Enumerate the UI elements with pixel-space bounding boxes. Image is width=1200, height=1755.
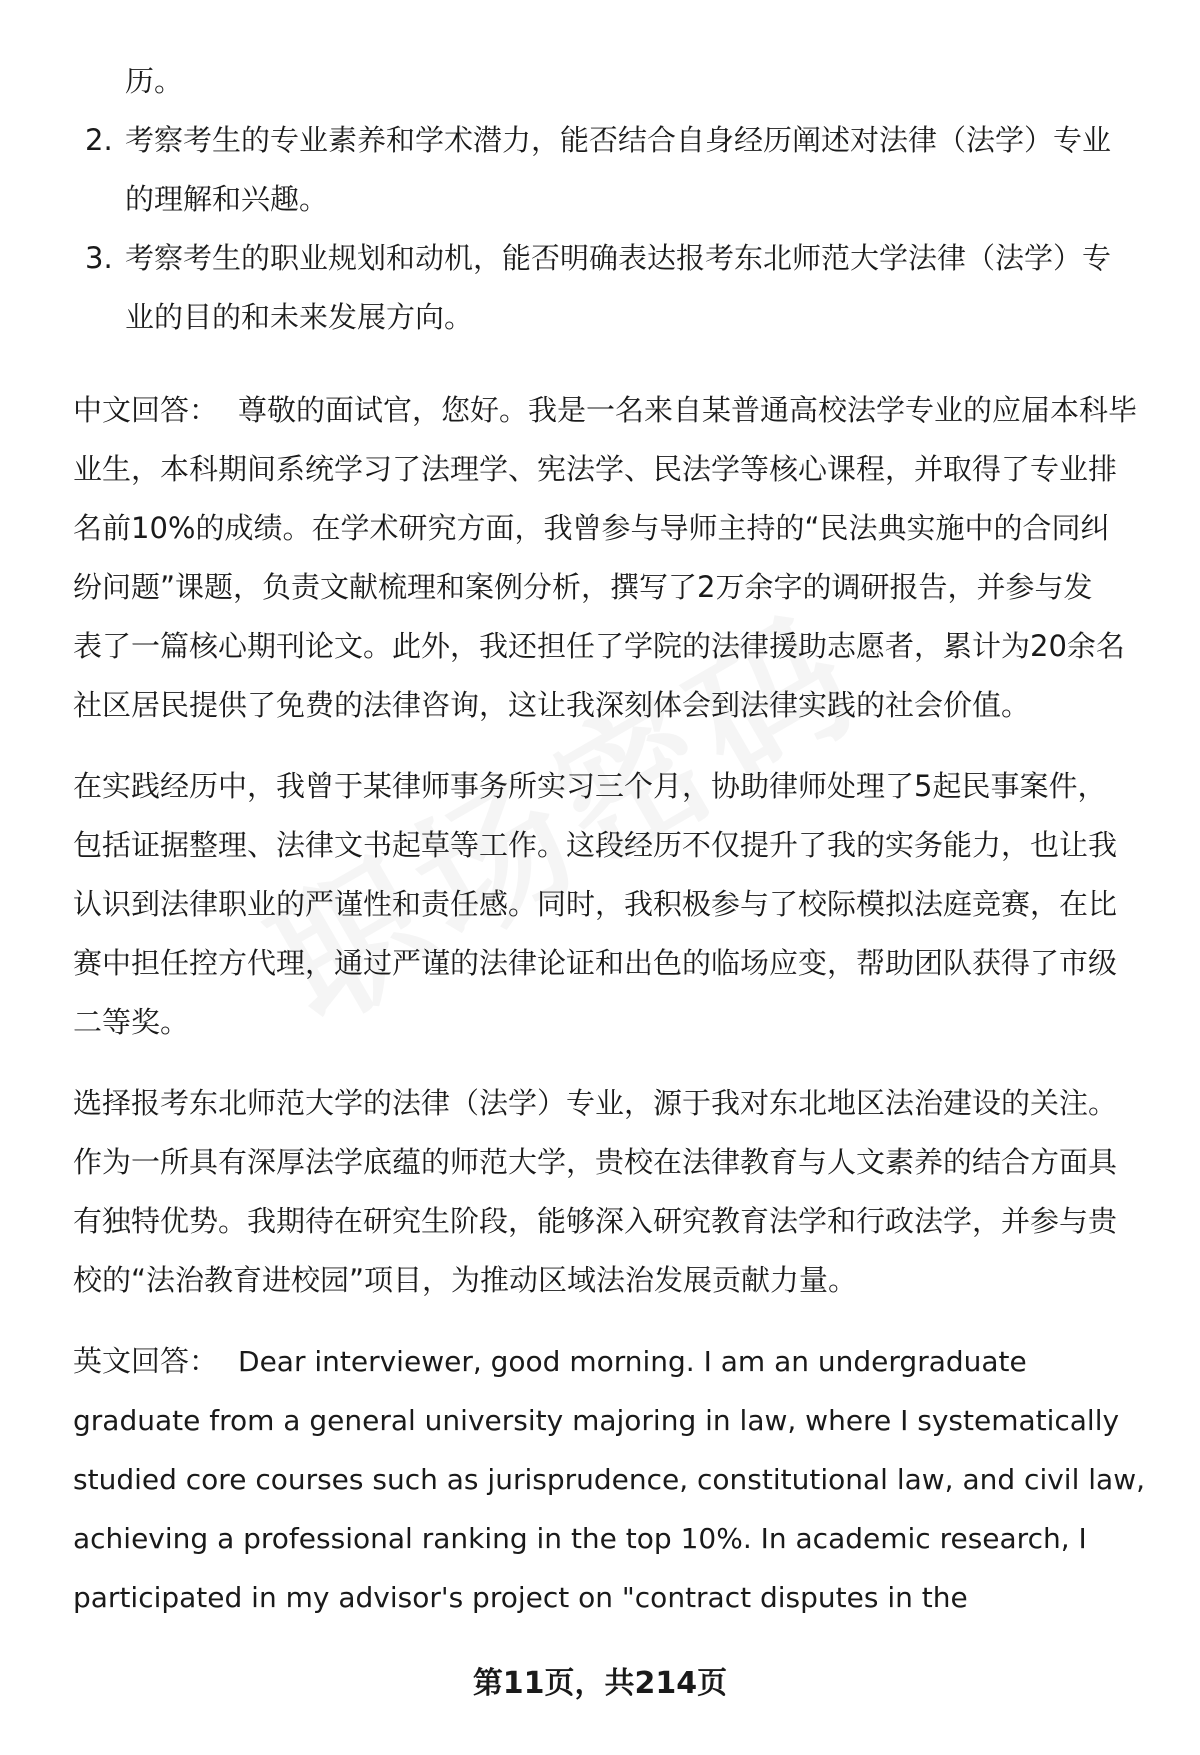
text-line: studied core courses such as jurisprudence, constitutional law, and civil law, (73, 1463, 1145, 1496)
list-text-line: 考察考生的专业素养和学术潜力，能否结合自身经历阐述对法律（法学）专业 (125, 123, 1112, 157)
text-line: 中文回答： 尊敬的面试官，您好。我是一名来自某普通高校法学专业的应届本科毕 (73, 393, 1138, 427)
list-text-line: 的理解和兴趣。 (125, 182, 329, 216)
criteria-item-2 (73, 111, 1153, 229)
criteria-item-3 (73, 229, 1153, 347)
list-number: 3. (85, 241, 113, 275)
list-text-line: 业的目的和未来发展方向。 (125, 300, 474, 334)
text-line: 有独特优势。我期待在研究生阶段，能够深入研究教育法学和行政法学，并参与贵 (73, 1204, 1118, 1238)
text-line: 社区居民提供了免费的法律咨询，这让我深刻体会到法律实践的社会价值。 (73, 688, 1031, 722)
text-line: 纷问题”课题，负责文献梳理和案例分析，撰写了2万余字的调研报告，并参与发 (73, 570, 1093, 604)
text-line: 校的“法治教育进校园”项目，为推动区域法治发展贡献力量。 (73, 1263, 858, 1297)
text-line: 在实践经历中，我曾于某律师事务所实习三个月，协助律师处理了5起民事案件， (73, 769, 1107, 803)
chinese-answer-paragraph-1 (73, 381, 1153, 735)
text-line: 选择报考东北师范大学的法律（法学）专业，源于我对东北地区法治建设的关注。 (73, 1086, 1118, 1120)
chinese-answer-label: 中文回答： (73, 393, 219, 427)
page-number-footer: 第11页，共214页 (472, 1666, 728, 1701)
text-line: 赛中担任控方代理，通过严谨的法律论证和出色的临场应变，帮助团队获得了市级 (73, 946, 1118, 980)
text-line: 作为一所具有深厚法学底蕴的师范大学，贵校在法律教育与人文素养的结合方面具 (73, 1145, 1118, 1179)
text-line: 表了一篇核心期刊论文。此外，我还担任了学院的法律援助志愿者，累计为20余名 (73, 629, 1125, 663)
chinese-answer-paragraph-2 (73, 757, 1153, 1052)
list-number: 2. (85, 123, 113, 157)
list-continuation: 历。 (125, 64, 184, 98)
text-line: 包括证据整理、法律文书起草等工作。这段经历不仅提升了我的实务能力，也让我 (73, 828, 1118, 862)
text-line: 认识到法律职业的严谨性和责任感。同时，我积极参与了校际模拟法庭竞赛，在比 (73, 887, 1118, 921)
text-line: 业生，本科期间系统学习了法理学、宪法学、民法学等核心课程，并取得了专业排 (73, 452, 1118, 486)
chinese-answer-paragraph-3 (73, 1074, 1153, 1310)
list-text-line: 考察考生的职业规划和动机，能否明确表达报考东北师范大学法律（法学）专 (125, 241, 1112, 275)
text-line: achieving a professional ranking in the top 10%. In academic research, I (73, 1522, 1087, 1555)
page-content (73, 52, 1153, 1627)
english-answer-label: 英文回答： (73, 1344, 219, 1378)
text-line: 名前10%的成绩。在学术研究方面，我曾参与导师主持的“民法典实施中的合同纠 (73, 511, 1110, 545)
english-answer-paragraph (73, 1332, 1153, 1627)
text-line: 二等奖。 (73, 1005, 190, 1039)
text-line: 英文回答： Dear interviewer, good morning. I am an undergraduate (73, 1344, 1027, 1378)
text-line: participated in my advisor's project on "contract disputes in the (73, 1581, 968, 1614)
text-line: graduate from a general university majoring in law, where I systematically (73, 1404, 1120, 1437)
